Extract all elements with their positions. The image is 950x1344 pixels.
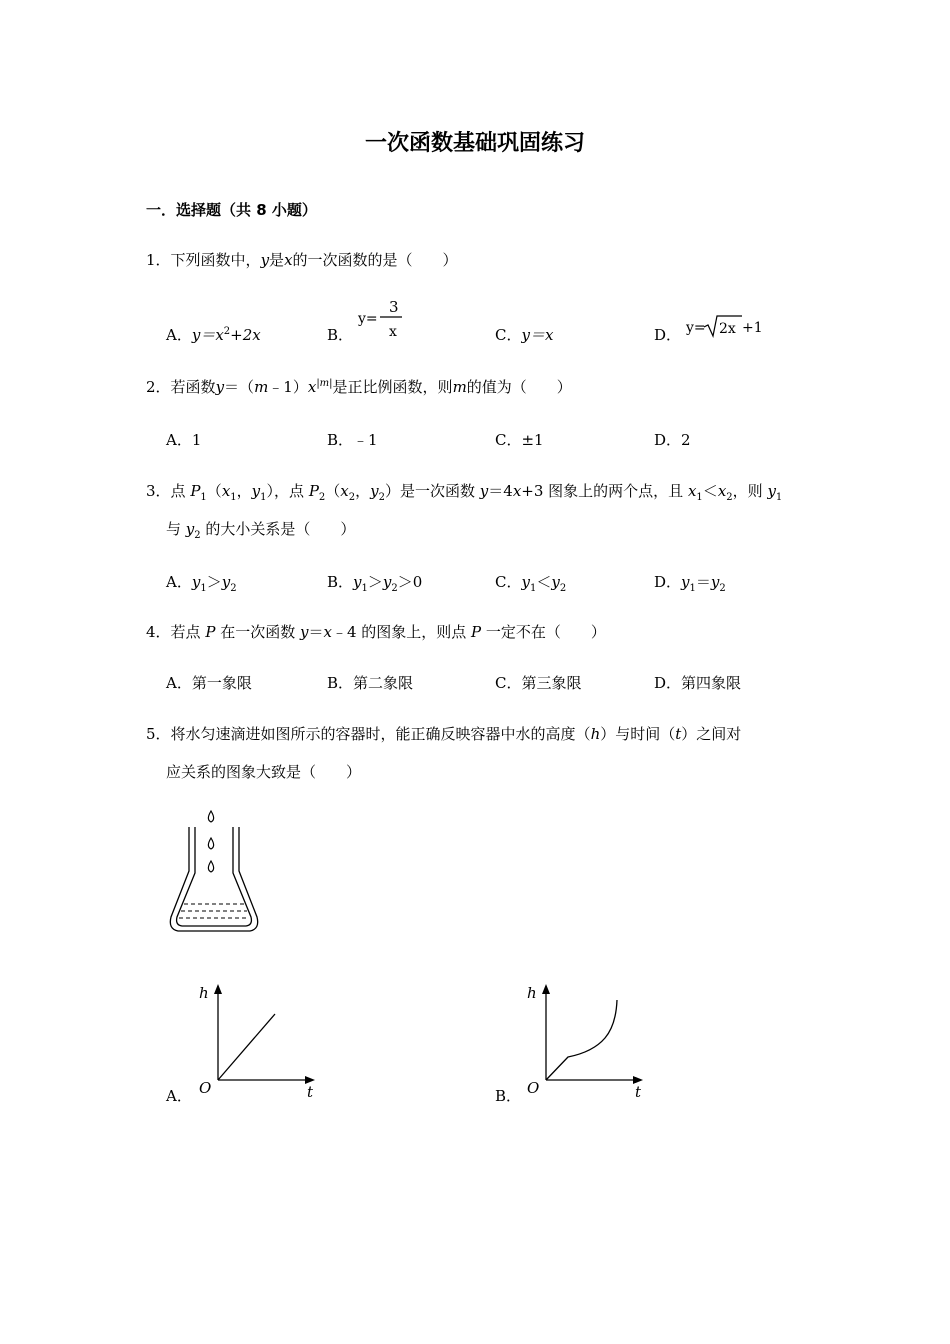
svg-text:x: x <box>389 324 397 340</box>
q2-option-a[interactable]: A．1 <box>166 431 202 449</box>
water-drop-icon <box>208 811 213 822</box>
water-drop-icon <box>208 838 213 849</box>
q1-option-b[interactable]: B． <box>327 326 354 344</box>
q5-option-a-graph <box>195 980 325 1102</box>
svg-text:+1: +1 <box>742 320 763 336</box>
q3-option-c[interactable]: C．$y_1<y_2$ <box>495 573 567 594</box>
question-3-stem-line1: 3．点 $P_1(x_1$，$y_1$），点 $P_2(x_2$，$y_2$）是一次函数 y＝4x+3 图象上的两个点，且 $x_1<x_2$，则 $y_1$ <box>146 482 783 503</box>
svg-text:h: h <box>199 984 209 1002</box>
q5-option-a[interactable]: A． <box>166 1087 192 1105</box>
q1-option-b-formula <box>356 296 408 342</box>
svg-text:h: h <box>527 984 537 1002</box>
q5-option-b[interactable]: B． <box>495 1087 522 1105</box>
svg-text:3: 3 <box>389 298 399 316</box>
q1-option-a[interactable]: A．$y=x^2+2x$ <box>166 326 261 344</box>
section-heading: 一．选择题（共 8 小题） <box>146 201 317 219</box>
svg-text:y=: y= <box>686 320 706 336</box>
svg-text:O: O <box>527 1079 540 1097</box>
q3-option-d[interactable]: D．$y_1=y_2$ <box>654 573 726 594</box>
q5-option-b-graph <box>523 980 653 1102</box>
question-1-stem: 1．下列函数中，y是x的一次函数的是（ ） <box>146 251 458 269</box>
q4-option-d[interactable]: D．第四象限 <box>654 674 742 692</box>
q2-option-c[interactable]: C．±1 <box>495 431 544 449</box>
q4-option-b[interactable]: B．第二象限 <box>327 674 414 692</box>
svg-text:y=: y= <box>358 311 378 327</box>
flask-figure <box>164 805 264 937</box>
q1-option-c[interactable]: C．y＝x <box>495 326 554 344</box>
q3-option-b[interactable]: B．$y_1>y_2>0$ <box>327 573 423 594</box>
q4-option-a[interactable]: A．第一象限 <box>166 674 252 692</box>
q2-option-d[interactable]: D．2 <box>654 431 691 449</box>
svg-text:2x: 2x <box>719 321 736 337</box>
svg-text:t: t <box>307 1083 314 1101</box>
question-2-stem: 2．若函数$y=(m﹣1)x^{|m|}$是正比例函数，则m的值为（ ） <box>146 378 572 396</box>
question-3-stem-line2: 与 $y_2$ 的大小关系是（ ） <box>166 520 356 541</box>
svg-text:O: O <box>199 1079 212 1097</box>
svg-text:t: t <box>635 1083 642 1101</box>
q4-option-c[interactable]: C．第三象限 <box>495 674 582 692</box>
question-4-stem: 4．若点 P 在一次函数 y＝x﹣4 的图象上，则点 P 一定不在（ ） <box>146 623 606 641</box>
page-title: 一次函数基础巩固练习 <box>364 131 585 156</box>
q2-option-b[interactable]: B．﹣1 <box>327 431 378 449</box>
question-5-stem-line1: 5．将水匀速滴进如图所示的容器时，能正确反映容器中水的高度（h）与时间（t）之间对 <box>146 725 742 743</box>
q1-option-d-formula <box>684 313 768 339</box>
water-drop-icon <box>208 861 213 872</box>
q1-option-d[interactable]: D． <box>654 326 682 344</box>
question-5-stem-line2: 应关系的图象大致是（ ） <box>166 763 362 781</box>
q3-option-a[interactable]: A．$y_1>y_2$ <box>166 573 237 594</box>
